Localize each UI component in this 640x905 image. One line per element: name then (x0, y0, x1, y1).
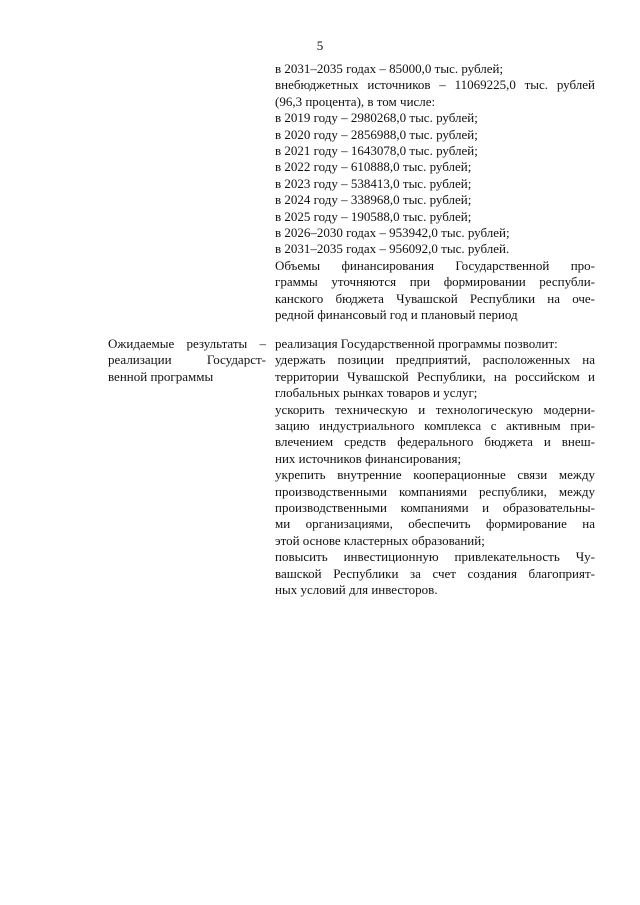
results-line: реализация Государственной программы позволит: (275, 336, 558, 351)
results-line: вашской Республики за счет создания благоприят- (275, 565, 595, 581)
results-label-line: Ожидаемые результаты – (108, 336, 266, 351)
results-line: глобальных рынках товаров и услуг; (275, 385, 478, 401)
results-line: влечением средств федерального бюджета и внеш- (275, 434, 595, 450)
financing-line: в 2031–2035 годах – 956092,0 тыс. рублей. (275, 241, 510, 257)
results-line: производственными компаниями и образовательны- (275, 500, 595, 516)
results-label-line: венной программы (108, 368, 214, 384)
results-line: укрепить внутренние кооперационные связи между (275, 467, 595, 483)
financing-line: в 2026–2030 годах – 953942,0 тыс. рублей; (275, 225, 510, 241)
results-line: территории Чувашской Республики, на российском и (275, 368, 595, 384)
financing-line: (96,3 процента), в том числе: (275, 93, 436, 109)
results-label (108, 336, 266, 385)
financing-line: в 2031–2035 годах – 85000,0 тыс. рублей; (275, 61, 504, 76)
financing-note-line: канского бюджета Чувашской Республики на оче- (275, 290, 595, 306)
results-line: ускорить техническую и технологическую модерни- (275, 401, 595, 417)
financing-line: в 2023 году – 538413,0 тыс. рублей; (275, 175, 472, 191)
financing-block (275, 61, 595, 324)
financing-line: в 2019 году – 2980268,0 тыс. рублей; (275, 110, 478, 126)
results-line: удержать позиции предприятий, расположенных на (275, 352, 595, 368)
results-label-line: реализации Государст- (108, 352, 266, 368)
results-line: них источников финансирования; (275, 450, 462, 466)
financing-note-line: редной финансовый год и плановый период (275, 307, 518, 323)
financing-line: в 2021 году – 1643078,0 тыс. рублей; (275, 143, 478, 159)
results-line: зацию индустриального комплекса с активным при- (275, 418, 595, 434)
financing-note-line: граммы уточняются при формировании республи- (275, 274, 595, 290)
results-line: этой основе кластерных образований; (275, 532, 485, 548)
financing-line: внебюджетных источников – 11069225,0 тыс. рублей (275, 77, 595, 93)
results-block (275, 336, 595, 599)
page-number: 5 (316, 38, 324, 53)
results-line: ми организациями, обеспечить формирование на (275, 516, 595, 532)
results-line: ных условий для инвесторов. (275, 582, 438, 598)
results-line: повысить инвестиционную привлекательность Чу- (275, 549, 595, 565)
results-line: производственными компаниями республики, между (275, 483, 595, 499)
financing-line: в 2025 году – 190588,0 тыс. рублей; (275, 208, 472, 224)
financing-line: в 2024 году – 338968,0 тыс. рублей; (275, 192, 472, 208)
financing-note-line: Объемы финансирования Государственной про- (275, 257, 595, 273)
financing-line: в 2022 году – 610888,0 тыс. рублей; (275, 159, 472, 175)
financing-line: в 2020 году – 2856988,0 тыс. рублей; (275, 126, 478, 142)
